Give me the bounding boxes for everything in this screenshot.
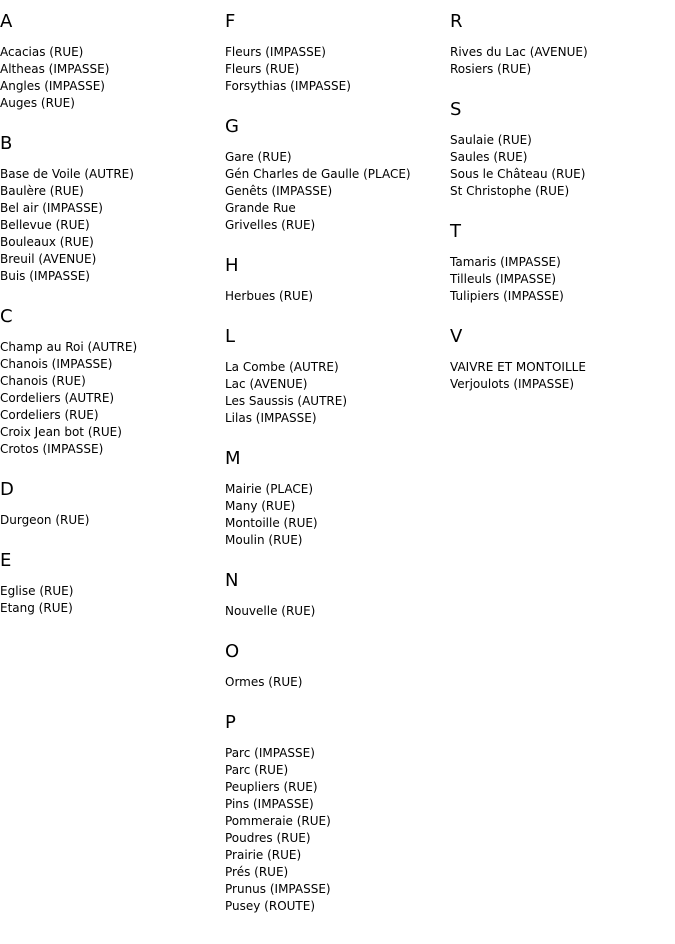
street-entry: Bellevue (RUE) bbox=[0, 218, 90, 232]
street-entry: Durgeon (RUE) bbox=[0, 513, 90, 527]
street-entry: Rosiers (RUE) bbox=[450, 62, 532, 76]
street-entry: Croix Jean bot (RUE) bbox=[0, 425, 122, 439]
letter-group bbox=[225, 713, 450, 915]
letter-heading: L bbox=[225, 326, 236, 347]
street-entry: Breuil (AVENUE) bbox=[0, 252, 97, 266]
letter-heading: A bbox=[0, 11, 13, 32]
letter-heading: C bbox=[0, 306, 13, 327]
street-entry: Auges (RUE) bbox=[0, 96, 75, 110]
street-entry: Fleurs (IMPASSE) bbox=[225, 45, 326, 59]
street-entry: Rives du Lac (AVENUE) bbox=[450, 45, 588, 59]
street-list bbox=[225, 44, 450, 95]
letter-group bbox=[225, 642, 450, 691]
street-entry: Chanois (IMPASSE) bbox=[0, 357, 113, 371]
letter-heading: O bbox=[225, 641, 240, 662]
letter-heading: F bbox=[225, 11, 236, 32]
street-index-column-2 bbox=[225, 0, 450, 937]
street-list bbox=[0, 339, 225, 458]
street-entry: Parc (RUE) bbox=[225, 763, 289, 777]
letter-heading: N bbox=[225, 570, 239, 591]
street-entry: Grande Rue bbox=[225, 201, 296, 215]
letter-heading: G bbox=[225, 116, 239, 137]
street-entry: Altheas (IMPASSE) bbox=[0, 62, 110, 76]
street-entry: Tulipiers (IMPASSE) bbox=[450, 289, 564, 303]
letter-group bbox=[225, 117, 450, 234]
street-entry: Forsythias (IMPASSE) bbox=[225, 79, 351, 93]
street-entry: Fleurs (RUE) bbox=[225, 62, 300, 76]
street-entry: Bel air (IMPASSE) bbox=[0, 201, 103, 215]
street-list bbox=[450, 44, 675, 78]
street-index-column-1 bbox=[0, 0, 225, 639]
letter-group bbox=[225, 449, 450, 549]
street-entry: St Christophe (RUE) bbox=[450, 184, 570, 198]
street-entry: Mairie (PLACE) bbox=[225, 482, 314, 496]
street-list bbox=[450, 132, 675, 200]
street-entry: Prunus (IMPASSE) bbox=[225, 882, 331, 896]
letter-group bbox=[225, 12, 450, 95]
letter-heading: D bbox=[0, 479, 14, 500]
letter-group bbox=[0, 307, 225, 458]
letter-heading: R bbox=[450, 11, 463, 32]
letter-heading: H bbox=[225, 255, 239, 276]
letter-group bbox=[450, 222, 675, 305]
street-entry: Nouvelle (RUE) bbox=[225, 604, 316, 618]
letter-heading: S bbox=[450, 99, 462, 120]
street-entry: Pusey (ROUTE) bbox=[225, 899, 316, 913]
street-entry: Pommeraie (RUE) bbox=[225, 814, 331, 828]
street-entry: Herbues (RUE) bbox=[225, 289, 314, 303]
letter-group bbox=[225, 256, 450, 305]
street-list bbox=[225, 288, 450, 305]
street-entry: Saules (RUE) bbox=[450, 150, 528, 164]
street-entry: Genêts (IMPASSE) bbox=[225, 184, 333, 198]
street-list bbox=[225, 745, 450, 915]
letter-heading: B bbox=[0, 133, 13, 154]
street-entry: Acacias (RUE) bbox=[0, 45, 84, 59]
street-list bbox=[225, 359, 450, 427]
street-entry: Parc (IMPASSE) bbox=[225, 746, 315, 760]
street-entry: Poudres (RUE) bbox=[225, 831, 311, 845]
street-index-column-3 bbox=[450, 0, 675, 415]
street-entry: Many (RUE) bbox=[225, 499, 296, 513]
letter-heading: P bbox=[225, 712, 236, 733]
street-list bbox=[225, 481, 450, 549]
street-entry: Bouleaux (RUE) bbox=[0, 235, 94, 249]
letter-heading: V bbox=[450, 326, 463, 347]
street-entry: Saulaie (RUE) bbox=[450, 133, 532, 147]
street-list bbox=[225, 674, 450, 691]
street-entry: Cordeliers (RUE) bbox=[0, 408, 99, 422]
street-entry: Pins (IMPASSE) bbox=[225, 797, 314, 811]
street-entry: Baulère (RUE) bbox=[0, 184, 84, 198]
street-entry: Gén Charles de Gaulle (PLACE) bbox=[225, 167, 411, 181]
street-entry: Les Saussis (AUTRE) bbox=[225, 394, 348, 408]
street-entry: VAIVRE ET MONTOILLE bbox=[450, 360, 586, 374]
letter-group bbox=[0, 551, 225, 617]
street-list bbox=[225, 603, 450, 620]
letter-heading: T bbox=[450, 221, 461, 242]
street-list bbox=[0, 166, 225, 285]
street-entry: Montoille (RUE) bbox=[225, 516, 318, 530]
street-entry: Grivelles (RUE) bbox=[225, 218, 316, 232]
street-entry: Peupliers (RUE) bbox=[225, 780, 318, 794]
street-entry: Sous le Château (RUE) bbox=[450, 167, 586, 181]
street-list bbox=[450, 359, 675, 393]
letter-heading: E bbox=[0, 550, 12, 571]
street-entry: Crotos (IMPASSE) bbox=[0, 442, 104, 456]
street-entry: Champ au Roi (AUTRE) bbox=[0, 340, 138, 354]
street-entry: Tamaris (IMPASSE) bbox=[450, 255, 561, 269]
street-entry: Lac (AVENUE) bbox=[225, 377, 308, 391]
letter-group bbox=[0, 12, 225, 112]
street-entry: Eglise (RUE) bbox=[0, 584, 74, 598]
street-list bbox=[0, 583, 225, 617]
letter-group bbox=[0, 480, 225, 529]
letter-group bbox=[450, 100, 675, 200]
street-entry: Angles (IMPASSE) bbox=[0, 79, 105, 93]
street-entry: Chanois (RUE) bbox=[0, 374, 86, 388]
letter-group bbox=[0, 134, 225, 285]
street-entry: Verjoulots (IMPASSE) bbox=[450, 377, 575, 391]
street-entry: Tilleuls (IMPASSE) bbox=[450, 272, 557, 286]
letter-group bbox=[225, 571, 450, 620]
street-list bbox=[225, 149, 450, 234]
street-entry: Prairie (RUE) bbox=[225, 848, 302, 862]
street-entry: Lilas (IMPASSE) bbox=[225, 411, 317, 425]
street-entry: Base de Voile (AUTRE) bbox=[0, 167, 134, 181]
street-list bbox=[450, 254, 675, 305]
letter-group bbox=[450, 12, 675, 78]
street-entry: Ormes (RUE) bbox=[225, 675, 303, 689]
street-list bbox=[0, 512, 225, 529]
street-entry: Buis (IMPASSE) bbox=[0, 269, 90, 283]
street-entry: Moulin (RUE) bbox=[225, 533, 303, 547]
letter-group bbox=[225, 327, 450, 427]
letter-heading: M bbox=[225, 448, 241, 469]
street-entry: Cordeliers (AUTRE) bbox=[0, 391, 115, 405]
street-entry: Prés (RUE) bbox=[225, 865, 289, 879]
letter-group bbox=[450, 327, 675, 393]
street-entry: Gare (RUE) bbox=[225, 150, 292, 164]
street-entry: La Combe (AUTRE) bbox=[225, 360, 339, 374]
street-entry: Etang (RUE) bbox=[0, 601, 73, 615]
street-list bbox=[0, 44, 225, 112]
